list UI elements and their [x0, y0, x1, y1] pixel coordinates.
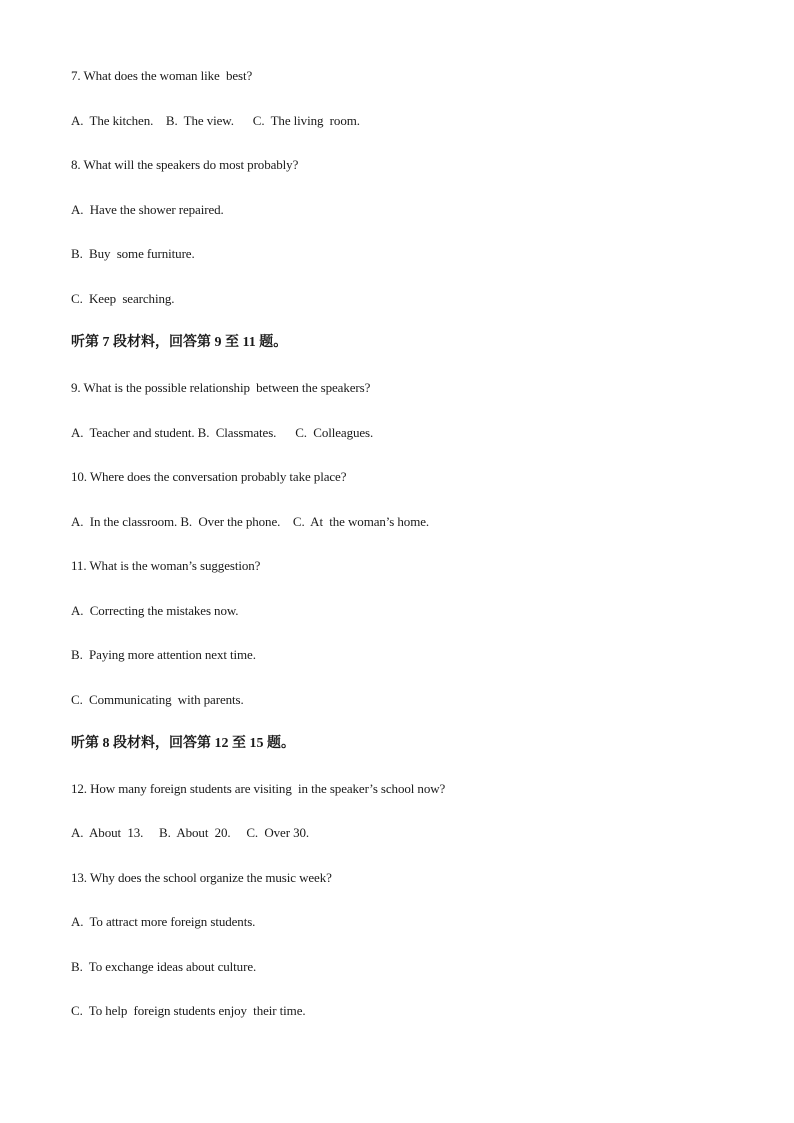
question-7: 7. What does the woman like best? — [71, 68, 253, 83]
question-11-option-b: B. Paying more attention next time. — [71, 647, 256, 662]
question-8-option-a: A. Have the shower repaired. — [71, 202, 224, 217]
question-12: 12. How many foreign students are visiting in the speaker’s school now? — [71, 781, 446, 796]
section-heading-8: 听第 8 段材料，回答第 12 至 15 题。 — [71, 736, 295, 751]
question-10-options: A. In the classroom. B. Over the phone. C. At the woman’s home. — [71, 514, 430, 529]
question-11-option-a: A. Correcting the mistakes now. — [71, 603, 239, 618]
question-13-option-a: A. To attract more foreign students. — [71, 914, 256, 929]
question-8-option-c: C. Keep searching. — [71, 291, 175, 306]
question-8: 8. What will the speakers do most probably? — [71, 157, 299, 172]
question-12-options: A. About 13. B. About 20. C. Over 30. — [71, 825, 310, 840]
section-heading-7: 听第 7 段材料，回答第 9 至 11 题。 — [71, 335, 288, 350]
question-7-options: A. The kitchen. B. The view. C. The living room. — [71, 113, 360, 128]
question-8-option-b: B. Buy some furniture. — [71, 246, 195, 261]
question-9: 9. What is the possible relationship between the speakers? — [71, 380, 371, 395]
question-11: 11. What is the woman’s suggestion? — [71, 558, 261, 573]
question-13: 13. Why does the school organize the music week? — [71, 870, 332, 885]
question-9-options: A. Teacher and student. B. Classmates. C. Colleagues. — [71, 425, 374, 440]
question-11-option-c: C. Communicating with parents. — [71, 692, 244, 707]
question-13-option-b: B. To exchange ideas about culture. — [71, 959, 257, 974]
question-13-option-c: C. To help foreign students enjoy their time. — [71, 1003, 306, 1018]
question-10: 10. Where does the conversation probably take place? — [71, 469, 347, 484]
